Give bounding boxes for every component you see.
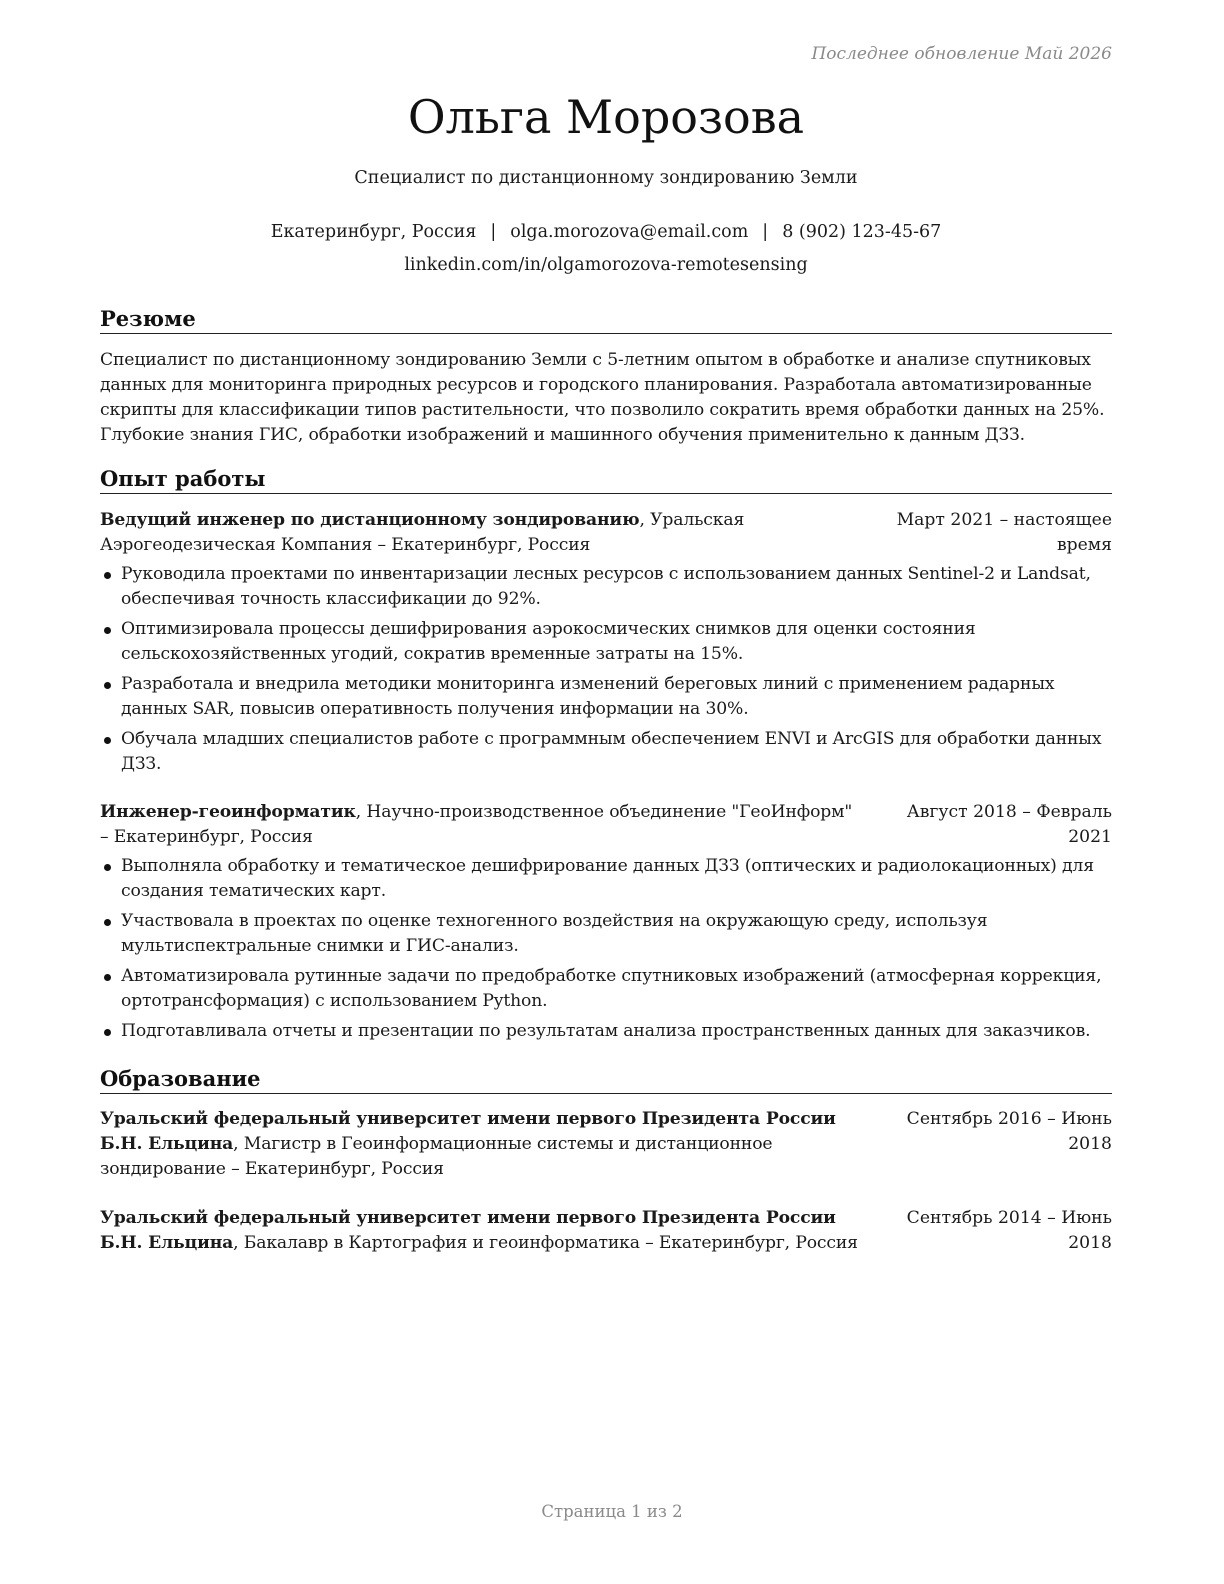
candidate-name: Ольга Морозова [407, 90, 805, 144]
contact-line [100, 220, 1112, 244]
job-entry [100, 800, 1112, 1049]
degree-detail: , Бакалавр в Картография и геоинформатика – Екатеринбург, Россия [233, 1233, 858, 1253]
separator: | [490, 222, 497, 242]
bullet-item: Оптимизировала процессы дешифрирования аэрокосмических снимков для оценки состояния сельскохозяйственных угодий, сократив временные затраты на 15%. [100, 617, 1116, 667]
job-role: Ведущий инженер по дистанционному зондированию [100, 510, 640, 530]
bullet-item: Участвовала в проектах по оценке техногенного воздействия на окружающую среду, используя мультиспектральные снимки и ГИС-анализ. [100, 909, 1116, 959]
education-header [100, 1107, 1112, 1182]
education-entry [100, 1107, 1112, 1182]
resume-page [100, 0, 1112, 1584]
school-name: Уральский федеральный университет имени первого Президента России Б.Н. Ельцина [100, 1208, 836, 1253]
job-bullets [100, 562, 1112, 777]
job-org: , Научно-производственное объединение "ГеоИнформ" – Екатеринбург, Россия [100, 802, 853, 847]
job-header [100, 800, 1112, 850]
education-header [100, 1206, 1112, 1256]
bullet-item: Автоматизировала рутинные задачи по предобработке спутниковых изображений (атмосферная коррекция, ортотрансформация) с использованием Python. [100, 964, 1116, 1014]
job-dates: Август 2018 – Февраль 2021 [906, 802, 1112, 847]
summary-heading: Резюме [100, 305, 1112, 334]
linkedin-link[interactable]: linkedin.com/in/olgamorozova-remotesensing [404, 255, 808, 275]
job-title: Специалист по дистанционному зондированию Земли [354, 168, 858, 188]
job-entry [100, 508, 1112, 782]
school-name: Уральский федеральный университет имени первого Президента России Б.Н. Ельцина [100, 1109, 836, 1154]
education-heading: Образование [100, 1065, 1112, 1094]
job-org: , Уральская Аэрогеодезическая Компания – Екатеринбург, Россия [100, 510, 745, 555]
job-header [100, 508, 1112, 558]
degree-detail: , Магистр в Геоинформационные системы и дистанционное зондирование – Екатеринбург, Россия [100, 1134, 773, 1179]
education-dates: Сентябрь 2016 – Июнь 2018 [906, 1109, 1112, 1154]
education-entry [100, 1206, 1112, 1256]
location: Екатеринбург, Россия [270, 222, 477, 242]
job-bullets [100, 854, 1112, 1044]
last-updated: Последнее обновление Май 2026 [811, 44, 1112, 64]
email-link[interactable]: olga.morozova@email.com [510, 222, 749, 242]
bullet-item: Руководила проектами по инвентаризации лесных ресурсов с использованием данных Sentinel-2 и Landsat, обеспечивая точность классификации до 92%. [100, 562, 1116, 612]
separator: | [762, 222, 769, 242]
page-number: Страница 1 из 2 [541, 1502, 683, 1521]
bullet-item: Разработала и внедрила методики мониторинга изменений береговых линий с применением радарных данных SAR, повысив оперативность получения информации на 30%. [100, 672, 1116, 722]
summary-text: Специалист по дистанционному зондированию Земли с 5-летним опытом в обработке и анализе спутниковых данных для мониторинга природных ресурсов и городского планирования. Разработала автоматизированные скрипты для классификации типов растительности, что позволило сократить время обработки данных на 25%. Глубокие знания ГИС, обработки изображений и машинного обучения применительно к данным ДЗЗ. [100, 350, 1105, 445]
bullet-item: Подготавливала отчеты и презентации по результатам анализа пространственных данных для заказчиков. [100, 1019, 1116, 1044]
experience-heading: Опыт работы [100, 465, 1112, 494]
job-role: Инженер-геоинформатик [100, 802, 356, 822]
education-dates: Сентябрь 2014 – Июнь 2018 [906, 1208, 1112, 1253]
phone: 8 (902) 123-45-67 [782, 222, 942, 242]
bullet-item: Обучала младших специалистов работе с программным обеспечением ENVI и ArcGIS для обработки данных ДЗЗ. [100, 727, 1116, 777]
job-dates: Март 2021 – настоящее время [896, 510, 1112, 555]
bullet-item: Выполняла обработку и тематическое дешифрирование данных ДЗЗ (оптических и радиолокационных) для создания тематических карт. [100, 854, 1116, 904]
